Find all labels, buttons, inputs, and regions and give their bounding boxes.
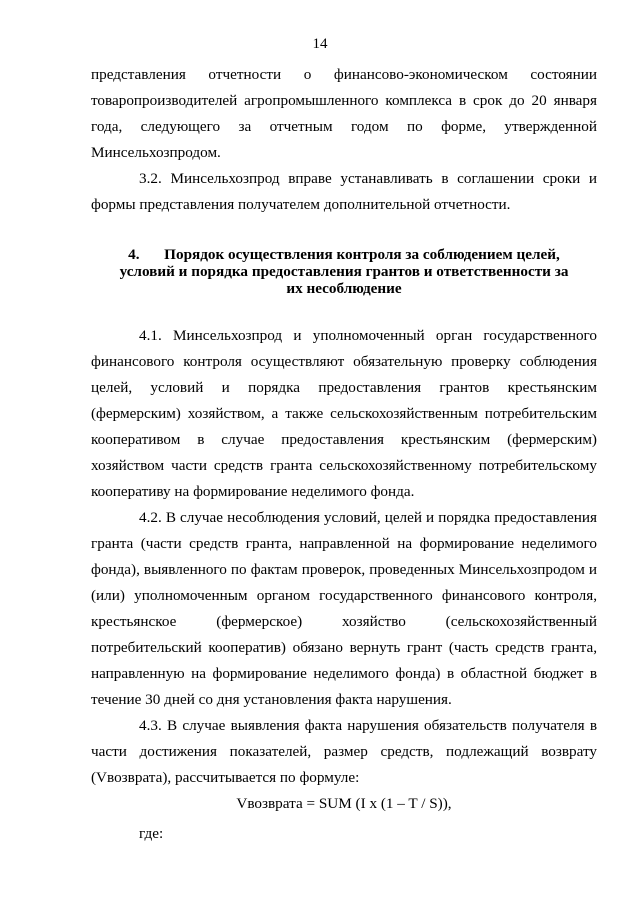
- paragraph-4-1: 4.1. Минсельхозпрод и уполномоченный орган государственного финансового контроля осуществляют обязательную проверку соблюдения целей, условий и порядка предоставления грантов крестьянским (фермерским) хозяйством, а также сельскохозяйственным потребительским кооперативом в случае предоставления крестьянским (фермерским) хозяйством части средств гранта сельскохозяйственному потребительскому кооперативу на формирование неделимого фонда.: [91, 327, 597, 500]
- paragraph-reporting-deadline: представления отчетности о финансово-экономическом состоянии товаропроизводителей агропромышленного комплекса в срок до 20 января года, следующего за отчетным годом по форме, утвержденной Минсельхозпродом.: [91, 66, 597, 161]
- section-number: 4.: [128, 246, 140, 263]
- paragraph-4-2: 4.2. В случае несоблюдения условий, целей и порядка предоставления гранта (части средств гранта, направленной на формирование неделимого фонда), выявленного по фактам проверок, проведенных Минсельхозпродом и (или) уполномоченным органом государственного финансового контроля, крестьянское (фермерское) хозяйство (сельскохозяйственный потребительский кооператив) обязано вернуть грант (часть средств гранта, направленную на формирование неделимого фонда) в областной бюджет в течение 30 дней со дня установления факта нарушения.: [91, 509, 597, 708]
- refund-formula: Vвозврата = SUM (I x (1 – T / S)),: [236, 795, 452, 812]
- paragraph-4-3: 4.3. В случае выявления факта нарушения обязательств получателя в части достижения показателей, размер средств, подлежащий возврату (Vвозврата), рассчитывается по формуле:: [91, 717, 597, 786]
- document-body: [91, 62, 597, 847]
- section-heading: [91, 246, 597, 297]
- paragraph-3-2: 3.2. Минсельхозпрод вправе устанавливать в соглашении сроки и формы представления получателем дополнительной отчетности.: [91, 170, 597, 213]
- section-title: Порядок осуществления контроля за соблюдением целей, условий и порядка предоставления грантов и ответственности за их несоблюдение: [119, 246, 569, 297]
- where-label: где:: [139, 825, 164, 842]
- page-number: 14: [312, 36, 328, 52]
